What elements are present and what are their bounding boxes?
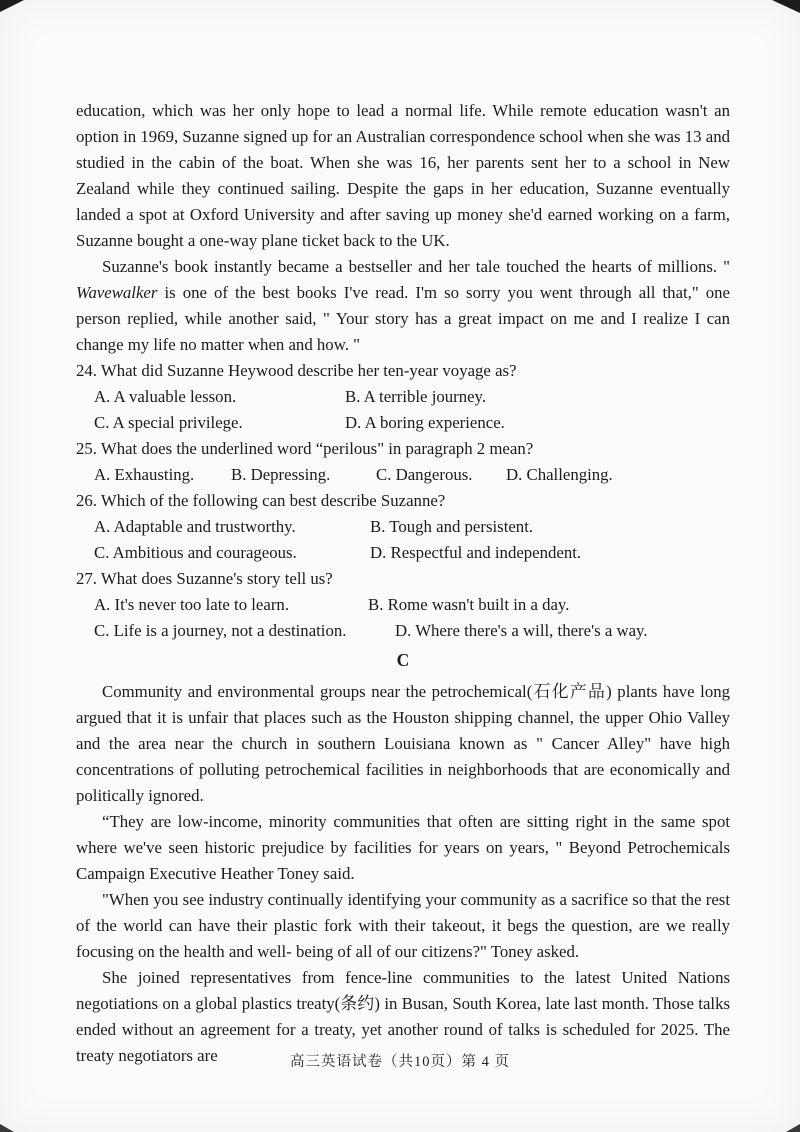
section-c-paragraph-4: She joined representatives from fence-line communities to the latest United Nations negotiations on a global plastics treaty(条约) in Busan, South Korea, late last month. Those talks ended without an agreement for a treaty, yet another round of talks is scheduled for 2025. The treaty negotiators are [76,968,730,1065]
option-24-d: D. A boring experience. [345,413,505,432]
page-footer: 高三英语试卷（共10页）第 4 页 [290,1054,510,1070]
option-24-a: A. A valuable lesson. [94,387,237,406]
option-24-c: C. A special privilege. [94,413,243,432]
question-24-options-row-1 [76,384,730,410]
section-c-paragraph-3: "When you see industry continually identifying your community as a sacrifice so that the rest of the world can have their plastic fork with their takeout, it begs the question, are we really focusing on the health and well- being of all of our citizens?" Toney asked. [76,890,730,961]
option-27-c: C. Life is a journey, not a destination. [94,621,347,640]
option-26-d: D. Respectful and independent. [370,543,582,562]
option-27-d: D. Where there's a will, there's a way. [395,621,648,640]
question-25-options-row-1 [76,462,730,488]
question-24-stem: 24. What did Suzanne Heywood describe her ten-year voyage as? [76,361,517,380]
scan-artifact-top-right [772,0,800,13]
page-content [76,98,730,1069]
option-25-b: B. Depressing. [231,465,331,484]
question-26-options-row-2 [76,540,730,566]
section-c-paragraph-2: “They are low-income, minority communities that often are sitting right in the same spot where we've seen historic prejudice by facilities for years on years, " Beyond Petrochemicals Campaign Executive Heather Toney said. [76,812,730,883]
question-27-stem: 27. What does Suzanne's story tell us? [76,569,333,588]
question-24 [76,358,730,436]
scan-artifact-bottom-left [0,1124,14,1132]
question-25 [76,436,730,488]
option-26-c: C. Ambitious and courageous. [94,543,297,562]
option-27-a: A. It's never too late to learn. [94,595,290,614]
paragraph-2-text-start: Suzanne's book instantly became a bestseller and her tale touched the hearts of millions. " [102,257,730,276]
question-26-options-row-1 [76,514,730,540]
section-c-heading: C [396,650,410,670]
passage-paragraph-2 [76,254,730,358]
question-26-stem: 26. Which of the following can best describe Suzanne? [76,491,446,510]
option-24-b: B. A terrible journey. [345,387,487,406]
paragraph-2-text-end: is one of the best books I've read. I'm so sorry you went through all that," one person replied, while another said, " Your story has a great impact on me and I realize I can change my life no matter when and how. " [76,283,730,354]
option-27-b: B. Rome wasn't built in a day. [368,595,570,614]
book-title-italic: Wavewalker [76,283,158,302]
option-25-a: A. Exhausting. [94,465,195,484]
question-27-options-row-1 [76,592,730,618]
question-27-options-row-2 [76,618,730,644]
question-24-options-row-2 [76,410,730,436]
question-27 [76,566,730,644]
option-25-d: D. Challenging. [506,465,613,484]
question-26 [76,488,730,566]
section-c-paragraph-1: Community and environmental groups near the petrochemical(石化产品) plants have long argued that it is unfair that places such as the Houston shipping channel, the upper Ohio Valley and the area near the church in southern Louisiana known as " Cancer Alley" have high concentrations of polluting petrochemical facilities in neighborhoods that are economically and politically ignored. [76,682,730,805]
option-26-a: A. Adaptable and trustworthy. [94,517,296,536]
option-25-c: C. Dangerous. [376,465,473,484]
option-26-b: B. Tough and persistent. [370,517,534,536]
scan-artifact-bottom-right [786,1124,800,1132]
passage-paragraph-1: education, which was her only hope to lead a normal life. While remote education wasn't an option in 1969, Suzanne signed up for an Australian correspondence school when she was 13 and studied in the cabin of the boat. When she was 16, her parents sent her to a school in New Zealand while they continued sailing. Despite the gaps in her education, Suzanne eventually landed a spot at Oxford University and after saving up money she'd earned working on a farm, Suzanne bought a one-way plane ticket back to the UK. [76,101,730,250]
scan-artifact-top-left [0,0,24,12]
question-25-stem: 25. What does the underlined word “perilous" in paragraph 2 mean? [76,439,534,458]
